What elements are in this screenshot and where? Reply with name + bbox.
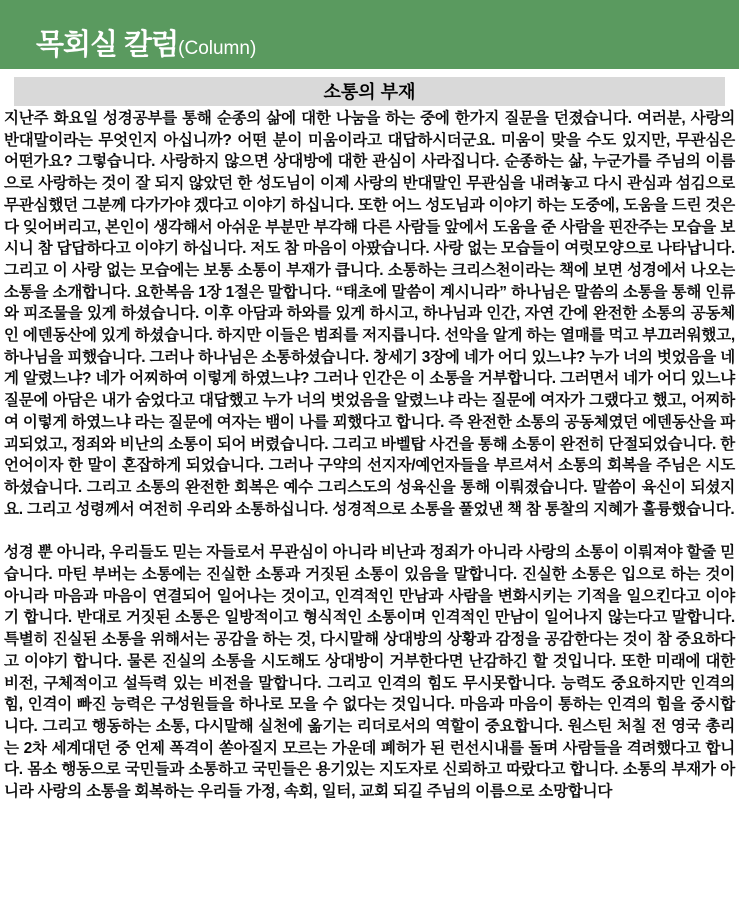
article-paragraph-2: 성경 뿐 아니라, 우리들도 믿는 자들로서 무관심이 아니라 비난과 정죄가 아니라 사랑의 소통이 이뤄져야 할줄 믿습니다. 마틴 부버는 소통에는 진실한 소통과 거짓된 소통이 있음을 말합니다. 진실한 소통은 입으로 하는 것이 아니라 마음과 마음이 연결되어 일어나는 것이고, 인격적인 만남과 사람을 변화시키는 기적을 일으킨다고 이야기 합니다. 반대로 거짓된 소통은 일방적이고 형식적인 소통이며 인격적인 만남이 일어나지 않는다고 말합니다. 특별히 진실된 소통을 위해서는 공감을 하는 것, 다시말해 상대방의 상황과 감정을 공감한다는 것이 참 중요하다고 이야기 합니다. 물론 진실의 소통을 시도해도 상대방이 거부한다면 난감하긴 할 것입니다. 또한 미래에 대한 비전, 구체적이고 설득력 있는 비전을 말합니다. 그리고 인격의 힘도 무시못합니다. 능력도 중요하지만 인격의 힘, 인격이 빠진 능력은 구성원들을 하나로 모을 수 없다는 것입니다. 마음과 마음이 통하는 인격의 힘을 중시합니다. 그리고 행동하는 소통, 다시말해 실천에 옮기는 리더로서의 역할이 중요합니다. 원스틴 처칠 전 영국 총리는 2차 세계대던 중 언제 폭격이 쏟아질지 모르는 가운데 폐허가 된 런선시내를 돌며 사람들을 격려했다고 합니다. 몸소 행동으로 국민들과 소통하고 국민들은 용기있는 지도자로 신뢰하고 따랐다고 합니다. 소통의 부재가 아니라 사랑의 소통을 회복하는 우리들 가정, 속회, 일터, 교회 되길 주님의 이름으로 소망합니다 <box>4 544 735 801</box>
column-header-title: 목회실 칼럼 <box>36 29 179 61</box>
article-title: 소통의 부재 <box>323 82 416 102</box>
article-body <box>0 106 739 803</box>
column-header-banner <box>0 0 739 69</box>
column-header-subtitle: (Column) <box>178 38 257 59</box>
article-title-bar <box>14 77 725 106</box>
article-paragraph-1: 지난주 화요일 성경공부를 통해 순종의 삶에 대한 나눔을 하는 중에 한가지 질문을 던졌습니다. 여러분, 사랑의 반대말이라는 무엇인지 아십니까? 어떤 분이 미움이라고 대답하시더군요. 미움이 맞을 수도 있지만, 무관심은 어떤가요? 그렇습니다. 사랑하지 않으면 상대방에 대한 관심이 사라집니다. 순종하는 삶, 누군가를 주님의 이름으로 사랑하는 것이 잘 되지 않았던 한 성도님이 이제 사랑의 반대말인 무관심을 내려놓고 다시 관심과 섬김으로 무관심했던 그분께 다가가야 겠다고 이야기 하십니다. 또한 어느 성도님과 이야기 하는 도중에, 도움을 드린 것은 다 잊어버리고, 본인이 생각해서 아쉬운 부분만 부각해 다른 사람들 앞에서 도움을 준 사람을 핀잔주는 모습을 보시니 참 답답하다고 이야기 하십니다. 저도 참 마음이 아팠습니다. 사랑 없는 모습들이 여럿모양으로 나타납니다. 그리고 이 사랑 없는 모습에는 보통 소통이 부재가 큽니다. 소통하는 크리스천이라는 책에 보면 성경에서 나오는 소통을 소개합니다. 요한복음 1장 1절은 말합니다. “태초에 말씀이 계시니라” 하나님은 말씀의 소통을 통해 인류와 피조물을 있게 하셨습니다. 이후 아담과 하와를 있게 하시고, 하나님과 인간, 자연 간에 완전한 소통의 공동체인 에덴동산에 있게 하셨습니다. 하지만 이들은 범죄를 저지릅니다. 선악을 알게 하는 열매를 먹고 부끄러워했고, 하나님을 피했습니다. 그러나 하나님은 소통하셨습니다. 창세기 3장에 네가 어디 있느냐? 누가 너의 벗었음을 네게 알렸느냐? 네가 어찌하여 이렇게 하였느냐? 그러나 인간은 이 소통을 거부합니다. 그러면서 네가 어디 있느냐 질문에 아담은 내가 숨었다고 대답했고 누가 너의 벗었음을 알렸느냐 라는 질문에 여자가 그랬다고 했고, 어찌하여 이렇게 하였느냐 라는 질문에 여자는 뱀이 나를 꾀했다고 합니다. 즉 완전한 소통의 공동체였던 에덴동산을 파괴되었고, 정죄와 비난의 소통이 되어 버렸습니다. 그리고 바벨탑 사건을 통해 소통이 완전히 단절되었습니다. 한 언어이자 한 말이 혼잡하게 되었습니다. 그러나 구약의 선지자/예언자들을 부르셔서 소통의 회복을 주님은 시도하셨습니다. 그리고 소통의 완전한 회복은 예수 그리스도의 성육신을 통해 이뤄졌습니다. 말씀이 육신이 되셨지요. 그리고 성령께서 여전히 우리와 소통하십니다. 성경적으로 소통을 풀었낸 책 참 통찰의 지혜가 훌륭했습니다. <box>4 110 735 518</box>
